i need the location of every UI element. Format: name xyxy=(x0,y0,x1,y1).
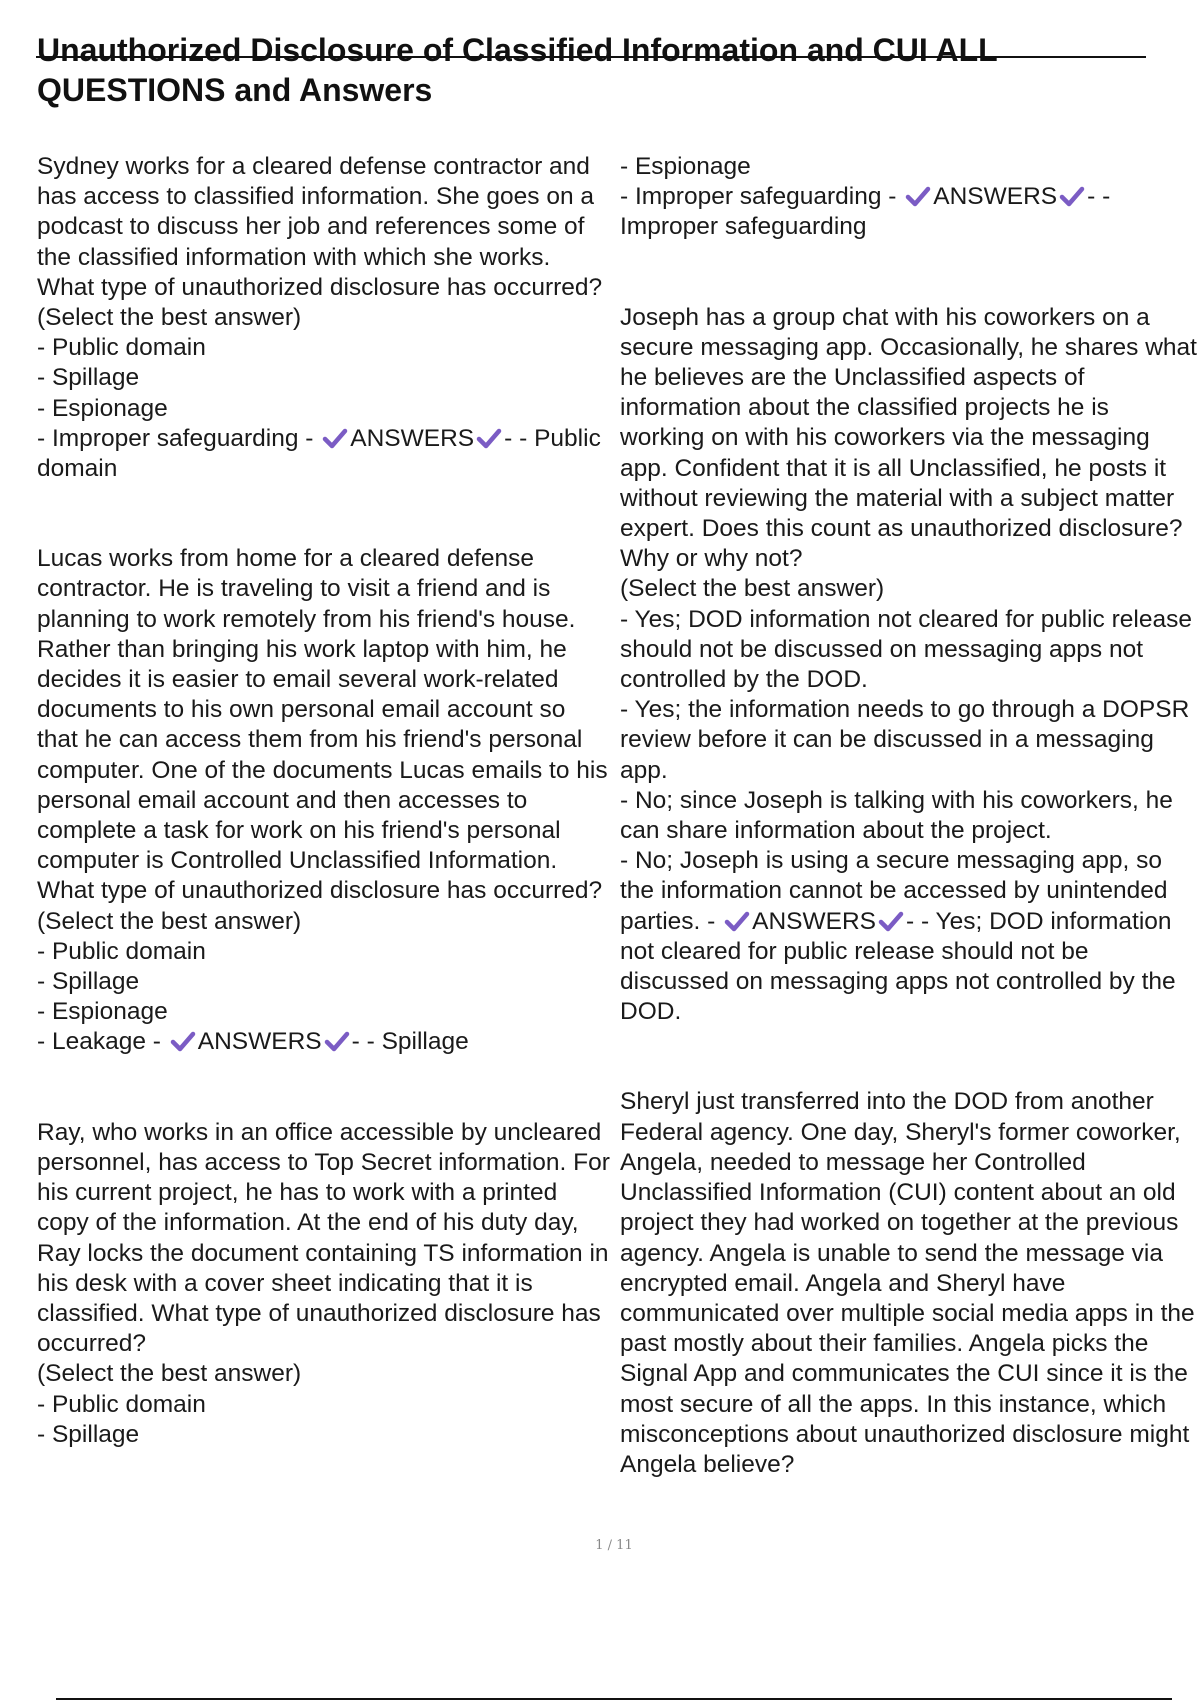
answer-text: - - Spillage xyxy=(351,1028,469,1056)
answer-text: - - Improper safeguarding xyxy=(620,183,1111,241)
option: - Public domain xyxy=(37,1390,206,1418)
question-stem: Joseph has a group chat with his coworkers on a secure messaging app. Occasionally, he shares what he believes are the Unclassified aspects of information about the classified projects he is working on with his coworkers via the messaging app. Confident that it is all Unclassified, he posts it without reviewing the material with a subject matter expert. Does this count as unauthorized disclosure? Why or why not? xyxy=(620,303,1197,573)
option: - No; Joseph is using a secure messaging app, so the information cannot be accessed by unintended parties. - xyxy=(620,847,1168,935)
document-title: Unauthorized Disclosure of Classified Information and CUI ALL QUESTIONS and Answers xyxy=(37,32,998,108)
option: - Spillage xyxy=(37,1420,140,1448)
question-stem: Sheryl just transferred into the DOD from another Federal agency. One day, Sheryl's former coworker, Angela, needed to message her Controlled Unclassified Information (CUI) content about an old project they had worked on together at the previous agency. Angela is unable to send the message via encrypted email. Angela and Sheryl have communicated over multiple social media apps in the past mostly about their families. Angela picks the Signal App and communicates the CUI since it is the most secure of all the apps. In this instance, which misconceptions about unauthorized disclosure might Angela believe? xyxy=(620,1088,1195,1478)
question-block-joseph xyxy=(620,303,1200,1028)
check-icon xyxy=(905,185,931,207)
check-icon xyxy=(324,1030,350,1052)
check-icon xyxy=(170,1030,196,1052)
question-instruction: (Select the best answer) xyxy=(37,907,302,935)
question-block-sheryl xyxy=(620,1087,1200,1480)
answer-line xyxy=(620,846,1200,1027)
question-block-sydney xyxy=(37,152,612,484)
check-icon xyxy=(322,427,348,449)
answer-text: - - Yes; DOD information not cleared for public release should not be discussed on messaging apps not controlled by the DOD. xyxy=(620,907,1176,1026)
right-column xyxy=(620,152,1200,1540)
option: - Improper safeguarding - xyxy=(620,183,897,211)
question-stem: Sydney works for a cleared defense contractor and has access to classified information. She goes on a podcast to discuss her job and references some of the classified information with which she works. What type of unauthorized disclosure has occurred? xyxy=(37,153,603,301)
question-stem: Ray, who works in an office accessible by uncleared personnel, has access to Top Secret information. For his current project, he has to work with a printed copy of the information. At the end of his duty day, Ray locks the document containing TS information in his desk with a cover sheet indicating that it is classified. What type of unauthorized disclosure has occurred? xyxy=(37,1118,610,1358)
question-instruction: (Select the best answer) xyxy=(37,304,302,332)
question-instruction: (Select the best answer) xyxy=(620,575,885,603)
option: - Espionage xyxy=(37,998,168,1026)
option: - Public domain xyxy=(37,334,206,362)
question-block-ray-continued xyxy=(620,152,1200,243)
option: - Public domain xyxy=(37,937,206,965)
answer-line xyxy=(37,1027,612,1057)
option: - Leakage - xyxy=(37,1028,161,1056)
option: - Espionage xyxy=(620,153,751,180)
answer-line xyxy=(620,182,1200,242)
option: - Yes; DOD information not cleared for public release should not be discussed on messaging apps not controlled by the DOD. xyxy=(620,605,1192,694)
option: - Espionage xyxy=(37,394,168,422)
option: - Spillage xyxy=(37,364,140,392)
page-number: 1 / 11 xyxy=(595,1538,633,1553)
option: - No; since Joseph is talking with his coworkers, he can share information about the project. xyxy=(620,786,1173,845)
answer-line xyxy=(37,424,612,484)
answers-label: ANSWERS xyxy=(197,1028,322,1056)
answers-label: ANSWERS xyxy=(752,907,877,935)
answers-label: ANSWERS xyxy=(933,183,1058,211)
question-instruction: (Select the best answer) xyxy=(37,1360,302,1388)
option: - Yes; the information needs to go through a DOPSR review before it can be discussed in a messaging app. xyxy=(620,696,1190,784)
left-column xyxy=(37,152,612,1510)
check-icon xyxy=(1059,185,1085,207)
check-icon xyxy=(724,910,750,932)
question-stem: Lucas works from home for a cleared defense contractor. He is traveling to visit a friend and is planning to work remotely from his friend's house. Rather than bringing his work laptop with him, he decides it is easier to email several work-related documents to his own personal email account so that he can access them from his friend's personal computer. One of the documents Lucas emails to his personal email account and then accesses to complete a task for work on his friend's personal computer is Controlled Unclassified Information. What type of unauthorized disclosure has occurred? xyxy=(37,545,608,905)
question-block-ray xyxy=(37,1118,612,1450)
option: - Improper safeguarding - xyxy=(37,424,314,452)
check-icon xyxy=(878,910,904,932)
option: - Spillage xyxy=(37,968,140,996)
answer-text: - - Public domain xyxy=(37,424,601,483)
question-block-lucas xyxy=(37,544,612,1057)
check-icon xyxy=(476,427,502,449)
answers-label: ANSWERS xyxy=(350,424,475,452)
